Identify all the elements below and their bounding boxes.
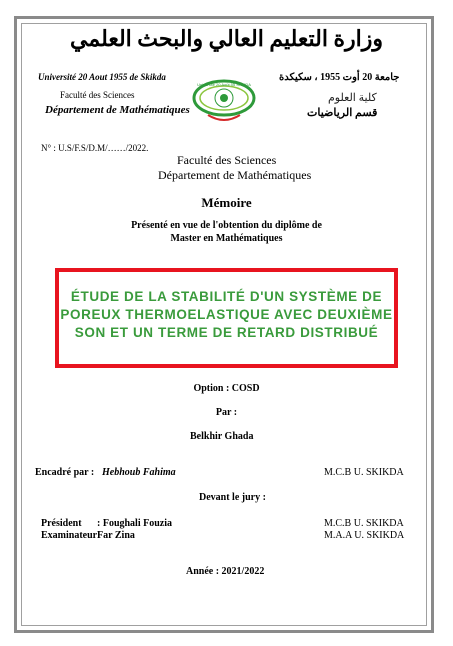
university-logo — [190, 75, 258, 125]
jury-grade-president: M.C.B U. SKIKDA — [324, 518, 404, 529]
reference-number: N° : U.S/F.S/D.M/……/2022. — [41, 143, 149, 153]
faculty-name-fr-header: Faculté des Sciences — [60, 90, 135, 100]
supervisor-label: Encadré par : — [35, 467, 95, 478]
document-type: Mémoire — [201, 195, 252, 210]
department-name-ar: قسم الرياضيات — [307, 107, 378, 119]
option-label: Option : COSD — [193, 383, 260, 394]
ministry-title-arabic: وزارة التعليم العالي والبحث العلمي — [70, 26, 383, 51]
by-label: Par : — [215, 407, 238, 418]
logo-text: Université 20 Août 55 SKIKDA — [197, 82, 251, 87]
department-name-fr-header: Département de Mathématiques — [45, 104, 190, 116]
faculty-name-ar: كلية العلوم — [328, 92, 377, 104]
degree-line-1: Présenté en vue de l'obtention du diplôme de — [131, 220, 322, 231]
supervisor-grade: M.C.B U. SKIKDA — [324, 467, 404, 478]
department-name: Département de Mathématiques — [158, 168, 312, 182]
supervisor-name: Hebhoub Fahima — [102, 467, 176, 478]
thesis-title-line: SON ET UN TERME DE RETARD DISTRIBUÉ — [74, 325, 379, 340]
university-name-fr: Université 20 Aout 1955 de Skikda — [38, 72, 166, 82]
university-name-ar: جامعة 20 أوت 1955 ، سكيكدة — [279, 72, 400, 83]
jury-label: Devant le jury : — [199, 492, 266, 503]
thesis-title-box — [55, 268, 398, 368]
thesis-title-line: ÉTUDE DE LA STABILITÉ D'UN SYSTÈME DE — [70, 289, 383, 304]
jury-name-examiner: Far Zina — [97, 530, 135, 541]
degree-line-2: Master en Mathématiques — [170, 233, 283, 244]
jury-name-president: : Foughali Fouzia — [97, 518, 173, 529]
jury-role-examiner: Examinateur: — [41, 530, 101, 541]
jury-grade-examiner: M.A.A U. SKIKDA — [324, 530, 405, 541]
thesis-title-line: POREUX THERMOELASTIQUE AVEC DEUXIÈME — [60, 307, 393, 322]
academic-year: Année : 2021/2022 — [186, 566, 265, 577]
author-name: Belkhir Ghada — [190, 431, 254, 442]
faculty-name: Faculté des Sciences — [177, 153, 277, 167]
jury-role-president: Président — [41, 518, 82, 529]
